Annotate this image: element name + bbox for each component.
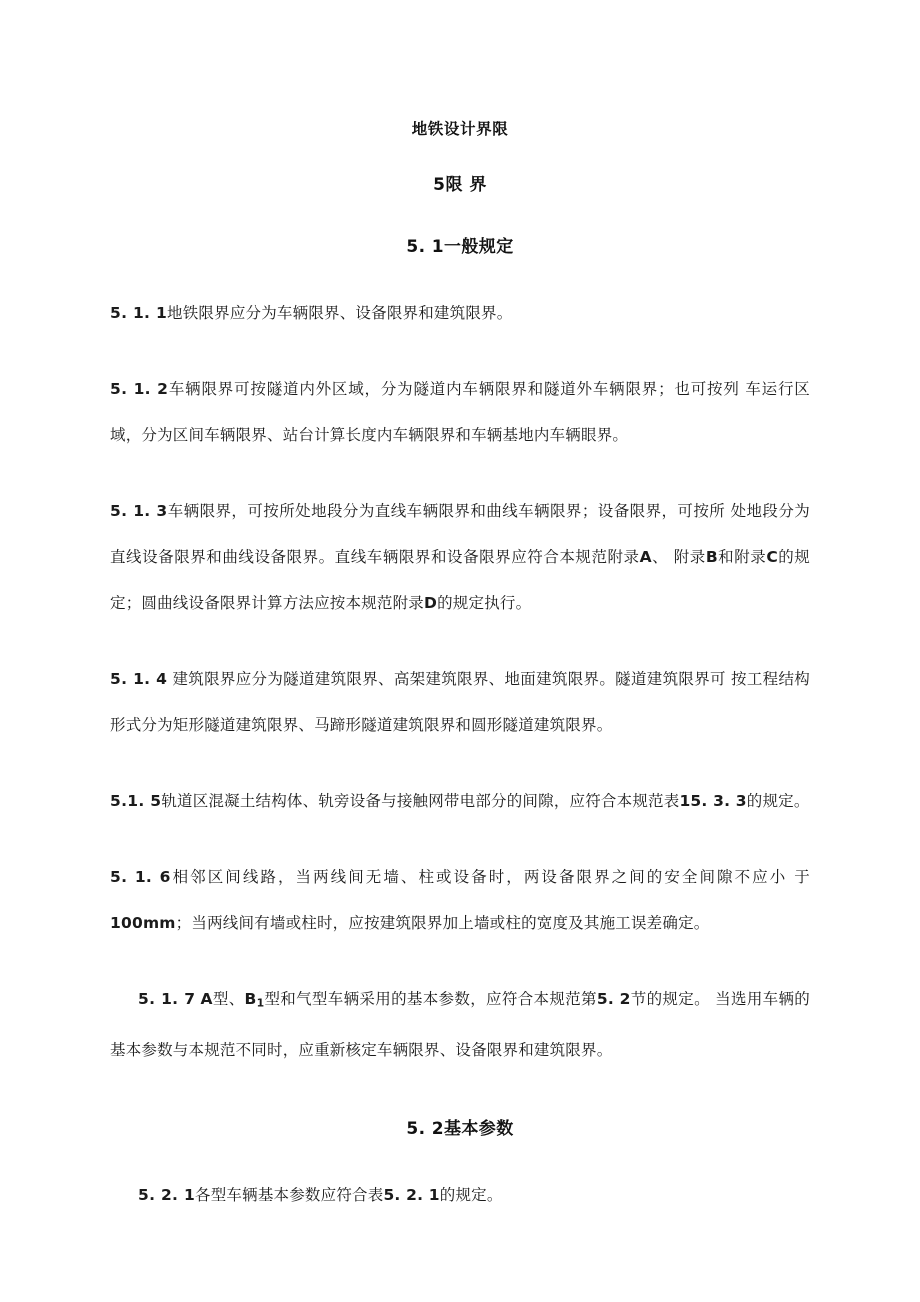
clause-5-1-4 bbox=[110, 626, 810, 748]
clause-text: 的规定。 bbox=[746, 792, 810, 811]
clause-5-2-1 bbox=[110, 1142, 810, 1218]
clause-text: 的规定。 bbox=[439, 1186, 503, 1205]
vehicle-type-b: B bbox=[244, 990, 257, 1009]
appendix-reference-a: A bbox=[639, 548, 652, 567]
clause-text: ；当两线间有墙或柱时，应按建筑限界加上墙或柱的宽度及其施工误差确定。 bbox=[175, 914, 710, 933]
clause-number: 5. 1. 3 bbox=[110, 502, 168, 521]
clause-5-1-1 bbox=[110, 260, 810, 336]
clause-text: 型和气型车辆采用的基本参数，应符合本规范第 bbox=[264, 990, 597, 1009]
section-reference: 5. 2 bbox=[596, 990, 631, 1009]
vehicle-type-b-subscript: 1 bbox=[256, 996, 265, 1010]
clause-text: 轨道区混凝土结构体、轨旁设备与接触网带电部分的间隙，应符合本规范表 bbox=[161, 792, 680, 811]
clause-text: 相邻区间线路，当两线间无墙、柱或设备时，两设备限界之间的安全间隙不应小 于 bbox=[170, 868, 810, 887]
table-reference: 15. 3. 3 bbox=[679, 792, 747, 811]
clause-text: 的规定；圆曲线设备限界计算方法应按本规范附录 bbox=[110, 548, 811, 613]
clause-text: 和附录 bbox=[717, 548, 767, 567]
clause-number: 5. 1. 1 bbox=[110, 304, 168, 323]
gap-value: 100mm bbox=[110, 914, 176, 933]
section-heading-basic-parameters: 5. 2基本参数 bbox=[406, 1118, 514, 1139]
clause-text: 车辆限界，可按所处地段分为直线车辆限界和曲线车辆限界；设备限界，可按所 处地段分为直线设备限界和曲线设备限界。直线车辆限界和设备限界应符合本规范附录 bbox=[110, 502, 810, 567]
section-heading-general-provisions: 5. 1一般规定 bbox=[406, 236, 514, 257]
clause-number: 5. 1. 2 bbox=[110, 380, 169, 399]
appendix-reference-c: C bbox=[766, 548, 778, 567]
clause-text: 车辆限界可按隧道内外区域，分为隧道内车辆限界和隧道外车辆限界；也可按列 车运行区域，分为区间车辆限界、站台计算长度内车辆限界和车辆基地内车辆眼界。 bbox=[110, 380, 810, 445]
clause-text: 节的规定。 当选用车辆的基本参数与本规范不同时，应重新核定车辆限界、设备限界和建筑限界。 bbox=[110, 990, 811, 1059]
clause-text: 地铁限界应分为车辆限界、设备限界和建筑限界。 bbox=[167, 304, 513, 323]
clause-5-1-5 bbox=[110, 748, 810, 824]
clause-number: 5. 1. 7 bbox=[138, 990, 196, 1009]
appendix-reference-d: D bbox=[424, 594, 438, 613]
chapter-heading: 5限 界 bbox=[433, 175, 487, 196]
clause-text: 建筑限界应分为隧道建筑限界、高架建筑限界、地面建筑限界。隧道建筑限界可 按工程结构形式分为矩形隧道建筑限界、马蹄形隧道建筑限界和圆形隧道建筑限界。 bbox=[110, 670, 810, 735]
clause-5-1-2 bbox=[110, 336, 810, 458]
clause-number: 5. 1. 4 bbox=[110, 670, 168, 689]
clause-5-1-6 bbox=[110, 824, 810, 946]
appendix-reference-b: B bbox=[705, 548, 718, 567]
clause-text: 、 附录 bbox=[651, 548, 706, 567]
clause-text: 的规定执行。 bbox=[437, 594, 532, 613]
document-title: 地铁设计界限 bbox=[411, 120, 509, 138]
vehicle-type-a: A bbox=[200, 990, 213, 1009]
clause-number: 5. 1. 6 bbox=[110, 868, 171, 887]
clause-text: 各型车辆基本参数应符合表 bbox=[195, 1186, 384, 1205]
table-reference: 5. 2. 1 bbox=[383, 1186, 440, 1205]
clause-5-1-7 bbox=[110, 946, 810, 1072]
clause-number: 5. 2. 1 bbox=[138, 1186, 196, 1205]
clause-text: 型、 bbox=[212, 990, 245, 1009]
clause-number: 5.1. 5 bbox=[110, 792, 162, 811]
clause-5-1-3 bbox=[110, 458, 810, 626]
